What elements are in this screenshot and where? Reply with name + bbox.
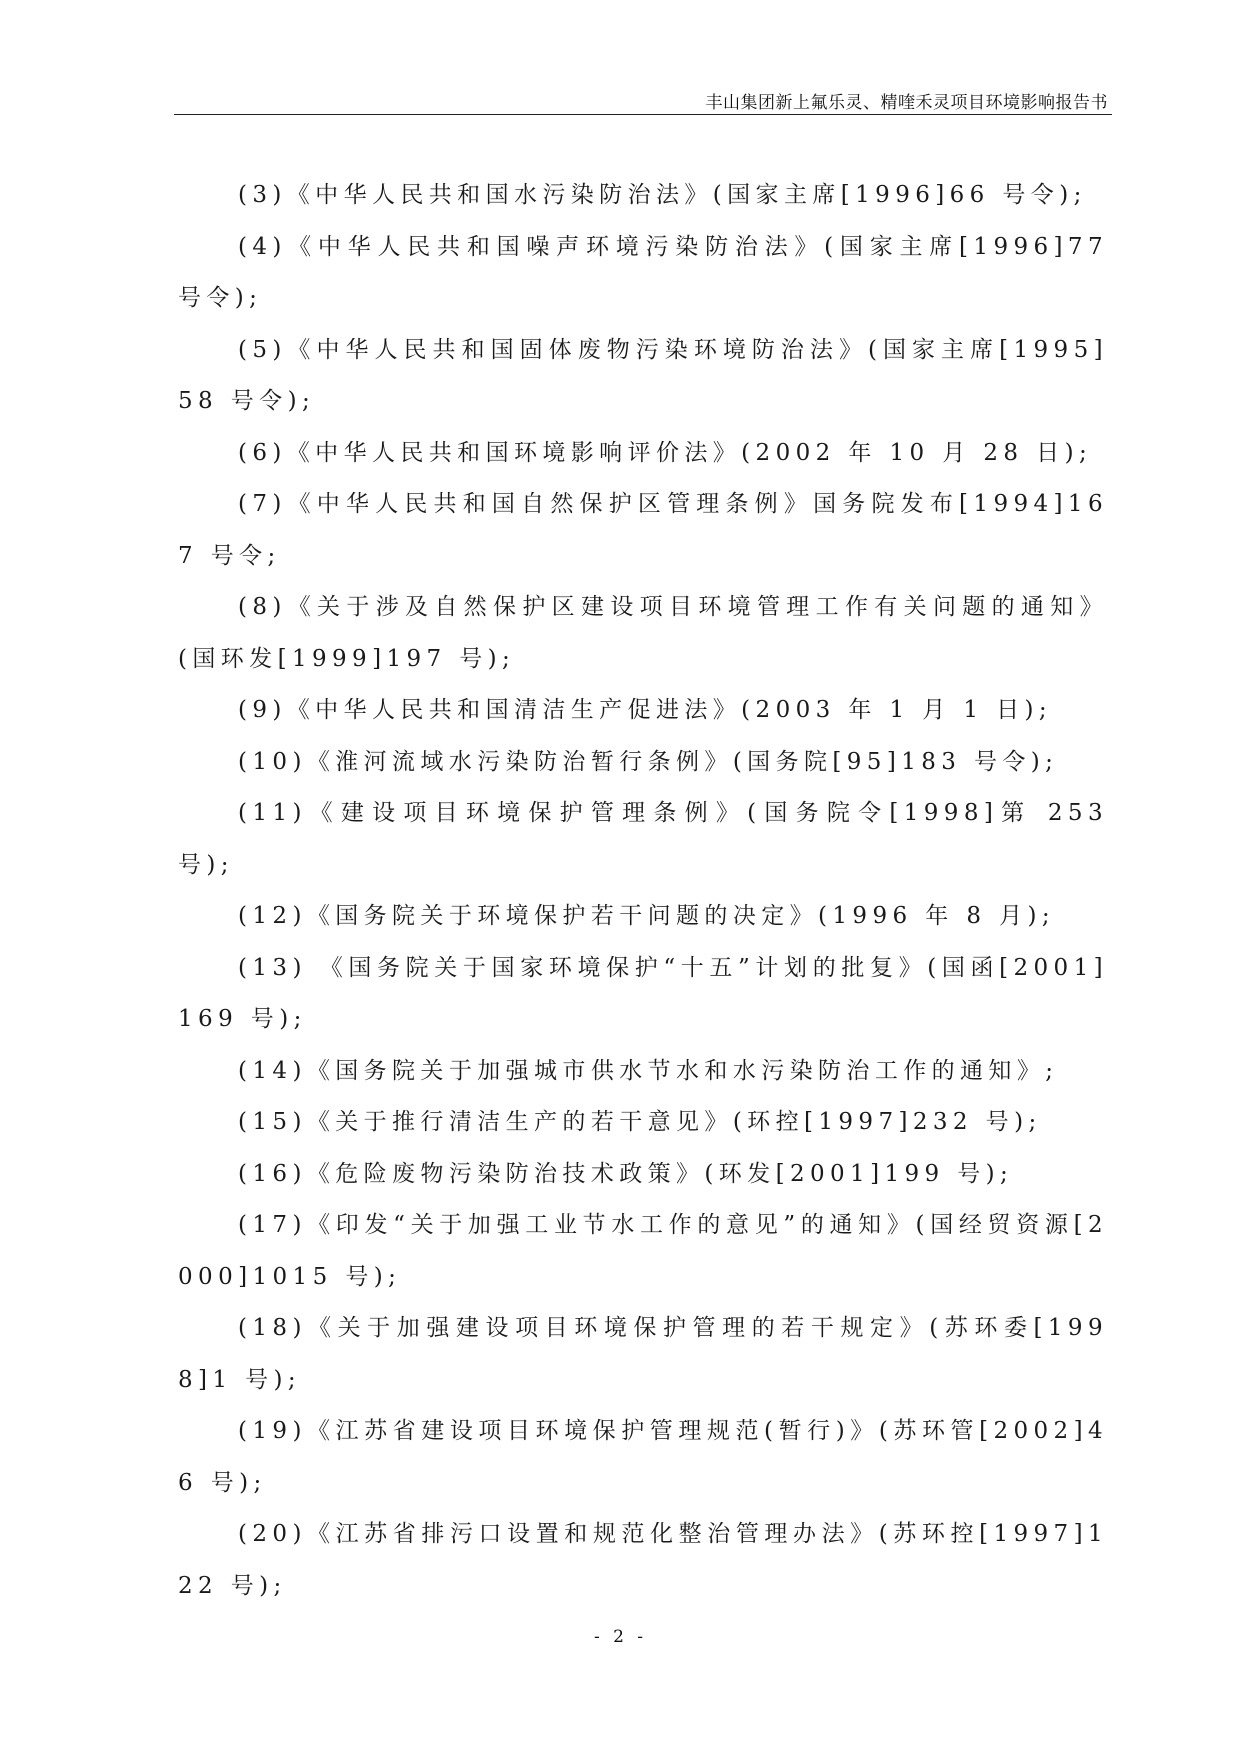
list-item: (9)《中华人民共和国清洁生产促进法》(2003 年 1 月 1 日); — [238, 697, 1053, 723]
page-number: - 2 - — [593, 1627, 648, 1647]
list-item: (14)《国务院关于加强城市供水节水和水污染防治工作的通知》; — [238, 1057, 1059, 1084]
list-item: (11)《建设项目环境保护管理条例》(国务院令[1998]第 253 号); — [178, 800, 1108, 878]
page-header — [174, 84, 1112, 115]
list-item: (17)《印发“关于加强工业节水工作的意见”的通知》(国经贸资源[2000]1015 号); — [178, 1212, 1108, 1290]
list-item: (4)《中华人民共和国噪声环境污染防治法》(国家主席[1996]77 号令); — [178, 233, 1108, 311]
list-item: (13) 《国务院关于国家环境保护“十五”计划的批复》(国函[2001]169 号); — [178, 954, 1108, 1032]
list-item: (18)《关于加强建设项目环境保护管理的若干规定》(苏环委[1998]1 号); — [178, 1315, 1108, 1393]
list-item: (15)《关于推行清洁生产的若干意见》(环控[1997]232 号); — [238, 1109, 1042, 1135]
list-item: (8)《关于涉及自然保护区建设项目环境管理工作有关问题的通知》(国环发[1999]197 号); — [178, 594, 1108, 672]
list-item: (6)《中华人民共和国环境影响评价法》(2002 年 10 月 28 日); — [238, 439, 1093, 466]
list-item: (19)《江苏省建设项目环境保护管理规范(暂行)》(苏环管[2002]46 号); — [178, 1418, 1108, 1496]
list-item: (3)《中华人民共和国水污染防治法》(国家主席[1996]66 号令); — [238, 182, 1087, 208]
list-item: (7)《中华人民共和国自然保护区管理条例》国务院发布[1994]167 号令; — [178, 491, 1108, 569]
regulation-list — [178, 170, 1108, 1612]
list-item: (20)《江苏省排污口设置和规范化整治管理办法》(苏环控[1997]122 号); — [178, 1521, 1108, 1599]
document-title: 丰山集团新上氟乐灵、精喹禾灵项目环境影响报告书 — [705, 93, 1108, 113]
list-item: (16)《危险废物污染防治技术政策》(环发[2001]199 号); — [238, 1160, 1014, 1187]
list-item: (10)《淮河流域水污染防治暂行条例》(国务院[95]183 号令); — [238, 748, 1059, 775]
list-item: (5)《中华人民共和国固体废物污染环境防治法》(国家主席[1995]58 号令); — [178, 336, 1108, 414]
list-item: (12)《国务院关于环境保护若干问题的决定》(1996 年 8 月); — [238, 903, 1056, 929]
